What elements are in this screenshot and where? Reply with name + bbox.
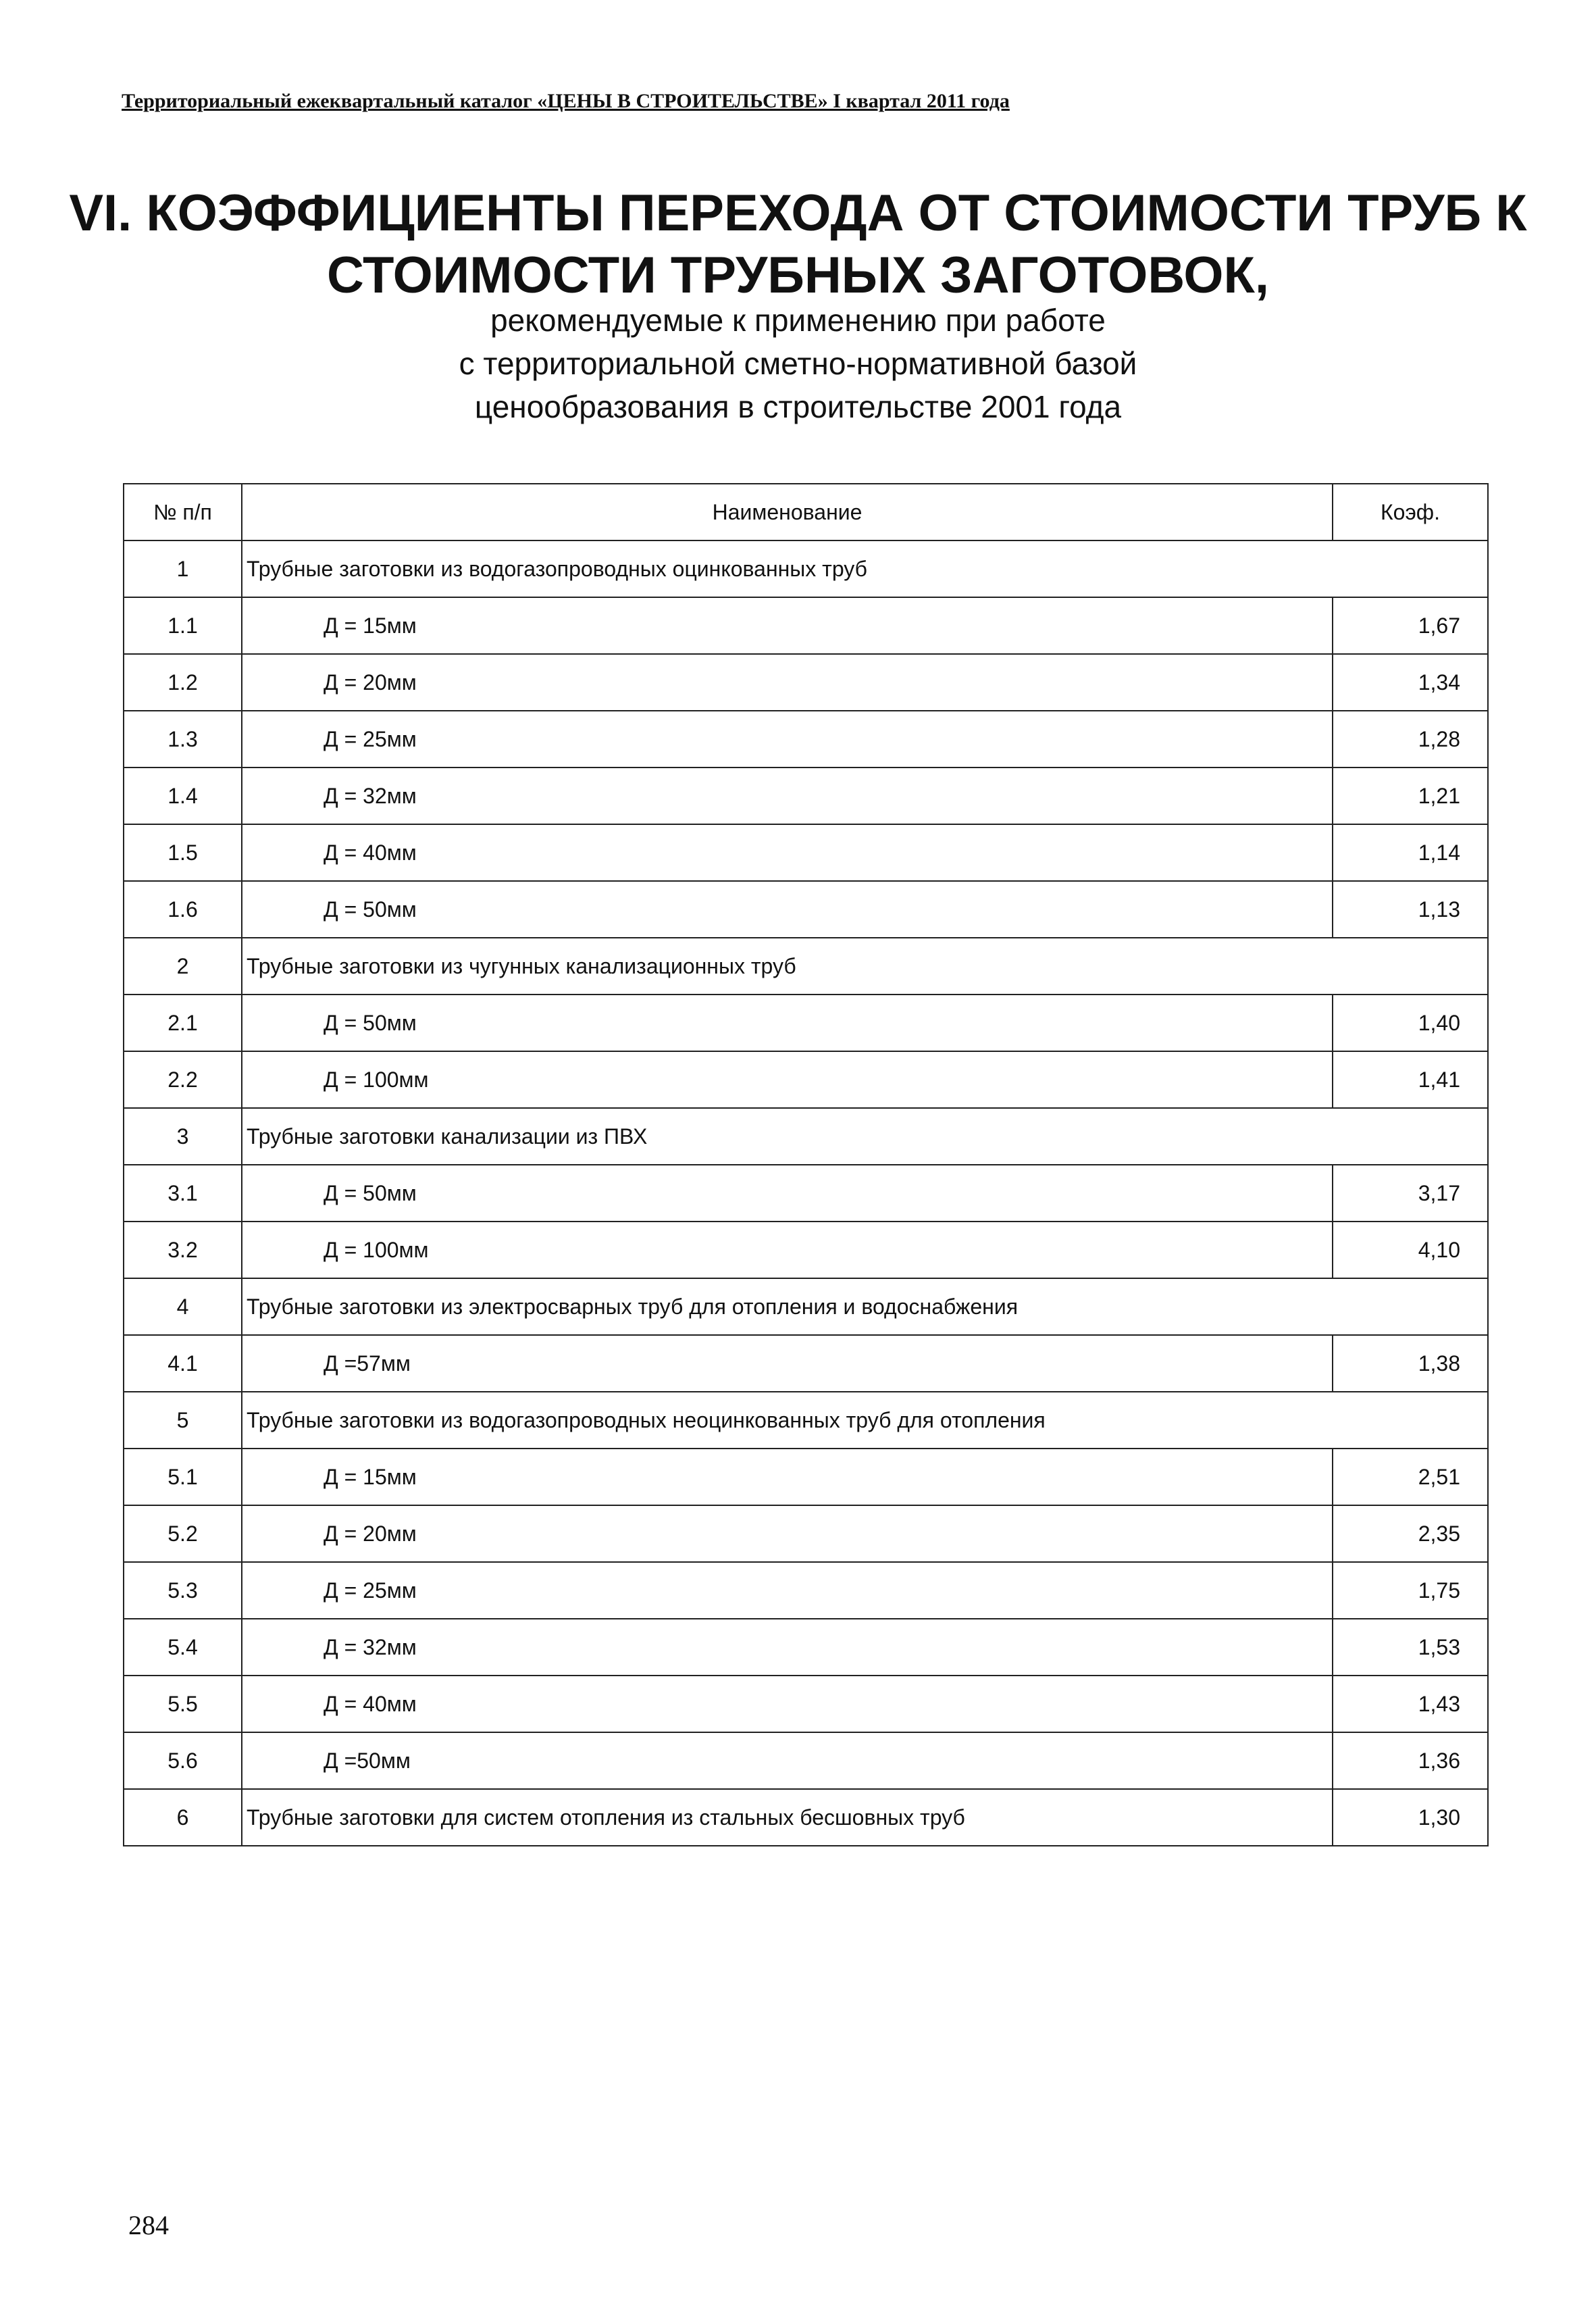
row-coef: 1,40 — [1333, 995, 1488, 1051]
table-row-item — [124, 1619, 1488, 1676]
table-row-item — [124, 597, 1488, 654]
row-num: 4 — [124, 1278, 242, 1335]
table-row-item — [124, 1222, 1488, 1278]
row-num: 5.4 — [124, 1619, 242, 1676]
row-coef: 1,28 — [1333, 711, 1488, 768]
row-num: 5.1 — [124, 1449, 242, 1505]
table-row-item — [124, 1732, 1488, 1789]
row-num: 1.3 — [124, 711, 242, 768]
row-num: 3 — [124, 1108, 242, 1165]
row-num: 3.1 — [124, 1165, 242, 1222]
table-row-group — [124, 1789, 1488, 1846]
row-coef: 1,75 — [1333, 1562, 1488, 1619]
row-group-name: Трубные заготовки канализации из ПВХ — [242, 1108, 1488, 1165]
row-coef: 1,53 — [1333, 1619, 1488, 1676]
row-coef: 1,14 — [1333, 824, 1488, 881]
row-num: 2.2 — [124, 1051, 242, 1108]
subtitle-line-2: с территориальной сметно-нормативной базой — [459, 346, 1137, 381]
table-row-item — [124, 824, 1488, 881]
row-item-name: Д = 25мм — [242, 1562, 1333, 1619]
table-row-item — [124, 1335, 1488, 1392]
table-row-item — [124, 881, 1488, 938]
row-num: 5.3 — [124, 1562, 242, 1619]
row-coef: 1,21 — [1333, 768, 1488, 824]
table-row-item — [124, 711, 1488, 768]
row-num: 1.2 — [124, 654, 242, 711]
row-item-name: Д = 32мм — [242, 1619, 1333, 1676]
row-num: 5 — [124, 1392, 242, 1449]
table-row-item — [124, 995, 1488, 1051]
table-row-group — [124, 938, 1488, 995]
row-num: 1.5 — [124, 824, 242, 881]
row-coef: 1,13 — [1333, 881, 1488, 938]
page-subtitle — [0, 299, 1596, 428]
table-row-group — [124, 540, 1488, 597]
row-item-name: Д = 15мм — [242, 1449, 1333, 1505]
row-item-name: Д =57мм — [242, 1335, 1333, 1392]
table-row-group — [124, 1108, 1488, 1165]
row-num: 5.5 — [124, 1676, 242, 1732]
subtitle-line-1: рекомендуемые к применению при работе — [490, 303, 1106, 338]
row-coef: 1,30 — [1333, 1789, 1488, 1846]
table-row-item — [124, 1505, 1488, 1562]
row-coef: 1,41 — [1333, 1051, 1488, 1108]
row-num: 1.6 — [124, 881, 242, 938]
subtitle-line-3: ценообразования в строительстве 2001 года — [474, 389, 1122, 424]
page-title — [0, 182, 1596, 307]
row-coef: 3,17 — [1333, 1165, 1488, 1222]
row-item-name: Д = 50мм — [242, 995, 1333, 1051]
row-coef: 1,34 — [1333, 654, 1488, 711]
row-group-name: Трубные заготовки из электросварных труб для отопления и водоснабжения — [242, 1278, 1488, 1335]
row-group-name: Трубные заготовки из чугунных канализационных труб — [242, 938, 1488, 995]
row-coef: 1,43 — [1333, 1676, 1488, 1732]
row-item-name: Д = 100мм — [242, 1051, 1333, 1108]
row-coef: 1,38 — [1333, 1335, 1488, 1392]
row-num: 1 — [124, 540, 242, 597]
row-item-name: Д = 20мм — [242, 654, 1333, 711]
row-group-name: Трубные заготовки из водогазопроводных неоцинкованных труб для отопления — [242, 1392, 1488, 1449]
table-body — [124, 540, 1488, 1846]
row-group-name: Трубные заготовки для систем отопления из стальных бесшовных труб — [242, 1789, 1333, 1846]
row-num: 2 — [124, 938, 242, 995]
table-row-item — [124, 1562, 1488, 1619]
row-coef: 2,35 — [1333, 1505, 1488, 1562]
row-coef: 4,10 — [1333, 1222, 1488, 1278]
header-name: Наименование — [242, 484, 1333, 540]
table-row-group — [124, 1278, 1488, 1335]
row-item-name: Д =50мм — [242, 1732, 1333, 1789]
row-item-name: Д = 100мм — [242, 1222, 1333, 1278]
row-num: 4.1 — [124, 1335, 242, 1392]
running-header: Территориальный ежеквартальный каталог «ЦЕНЫ В СТРОИТЕЛЬСТВЕ» I квартал 2011 года — [122, 90, 1010, 112]
row-num: 1.1 — [124, 597, 242, 654]
title-line-2: СТОИМОСТИ ТРУБНЫХ ЗАГОТОВОК, — [327, 247, 1269, 304]
row-coef: 2,51 — [1333, 1449, 1488, 1505]
row-item-name: Д = 50мм — [242, 1165, 1333, 1222]
row-item-name: Д = 25мм — [242, 711, 1333, 768]
table-row-item — [124, 654, 1488, 711]
table-header-row — [124, 484, 1488, 540]
header-num: № п/п — [124, 484, 242, 540]
table-row-item — [124, 1165, 1488, 1222]
coefficients-table — [123, 483, 1489, 1846]
row-num: 6 — [124, 1789, 242, 1846]
header-coef: Коэф. — [1333, 484, 1488, 540]
row-num: 2.1 — [124, 995, 242, 1051]
row-coef: 1,36 — [1333, 1732, 1488, 1789]
row-group-name: Трубные заготовки из водогазопроводных оцинкованных труб — [242, 540, 1488, 597]
row-num: 5.2 — [124, 1505, 242, 1562]
row-num: 1.4 — [124, 768, 242, 824]
table-row-item — [124, 1449, 1488, 1505]
page-number: 284 — [128, 2210, 169, 2240]
row-item-name: Д = 40мм — [242, 1676, 1333, 1732]
table-row-item — [124, 1676, 1488, 1732]
row-num: 3.2 — [124, 1222, 242, 1278]
row-coef: 1,67 — [1333, 597, 1488, 654]
table-row-item — [124, 1051, 1488, 1108]
row-item-name: Д = 20мм — [242, 1505, 1333, 1562]
row-item-name: Д = 32мм — [242, 768, 1333, 824]
table-row-item — [124, 768, 1488, 824]
row-num: 5.6 — [124, 1732, 242, 1789]
row-item-name: Д = 40мм — [242, 824, 1333, 881]
title-line-1: VI. КОЭФФИЦИЕНТЫ ПЕРЕХОДА ОТ СТОИМОСТИ ТРУБ К — [69, 184, 1527, 242]
table-row-group — [124, 1392, 1488, 1449]
row-item-name: Д = 50мм — [242, 881, 1333, 938]
row-item-name: Д = 15мм — [242, 597, 1333, 654]
